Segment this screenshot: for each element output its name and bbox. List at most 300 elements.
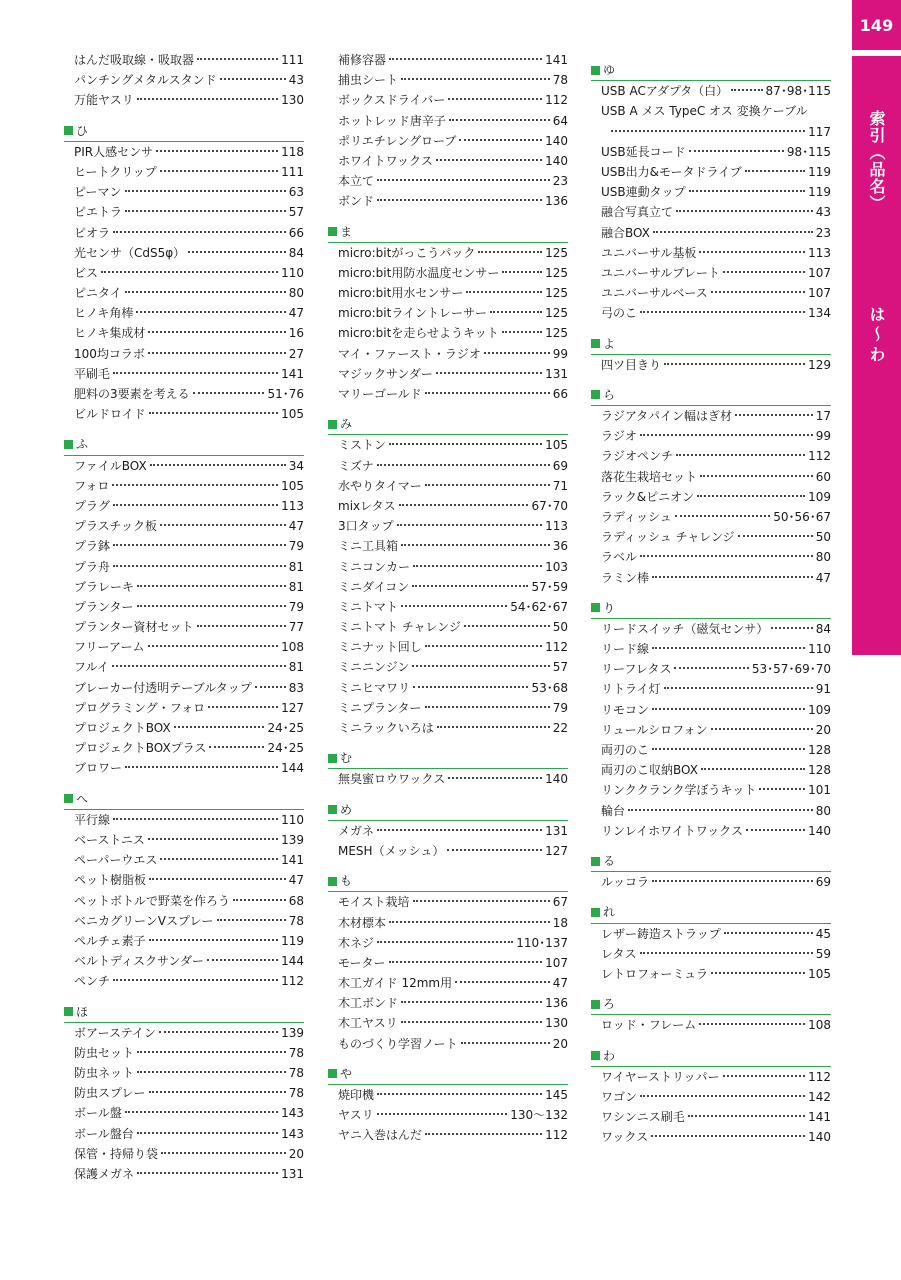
entry-page: 125 — [545, 286, 568, 301]
leader-dots — [149, 1091, 286, 1093]
index-entry — [591, 1127, 831, 1147]
entry-name: レザー鋳造ストラップ — [601, 926, 721, 941]
leader-dots — [401, 605, 507, 607]
leader-dots — [664, 687, 813, 689]
leader-dots — [699, 251, 805, 253]
entry-page: 119 — [808, 185, 831, 200]
entry-name: USB A メス TypeC オス 変換ケーブル — [601, 104, 808, 119]
entry-name: ペットボトルで野菜を作ろう — [74, 893, 231, 908]
index-entry — [591, 679, 831, 699]
section-marker-icon — [64, 126, 73, 135]
index-entry — [64, 536, 304, 556]
section-marker-icon — [64, 1007, 73, 1016]
index-entry — [591, 619, 831, 639]
entry-name: ユニバーサルプレート — [601, 265, 720, 280]
entry-name: ピーマン — [74, 185, 122, 200]
index-entry — [64, 202, 304, 222]
entry-page: 140 — [545, 133, 568, 148]
leader-dots — [377, 199, 542, 201]
entry-name: USB連動タップ — [601, 185, 686, 200]
leader-dots — [220, 78, 286, 80]
entry-page: 78 — [288, 1086, 304, 1101]
leader-dots — [397, 524, 542, 526]
leader-dots — [150, 464, 286, 466]
entry-name: プラスチック板 — [74, 519, 158, 534]
section-label: へ — [76, 791, 89, 806]
index-entry — [64, 476, 304, 496]
entry-name: 落花生栽培セット — [601, 469, 698, 484]
entry-name: メガネ — [338, 823, 375, 838]
entry-page: 141 — [281, 853, 304, 868]
entry-page: 84 — [815, 621, 831, 636]
leader-dots — [689, 150, 784, 152]
section-label: ら — [603, 387, 616, 402]
index-entry — [64, 557, 304, 577]
index-entry — [328, 678, 568, 698]
entry-page: 78 — [288, 913, 304, 928]
index-entry — [328, 973, 568, 993]
entry-name: ファイルBOX — [74, 458, 147, 473]
leader-dots — [149, 939, 278, 941]
entry-page: 78 — [288, 1045, 304, 1060]
entry-name: 防虫セット — [74, 1045, 135, 1060]
section-header — [64, 1001, 304, 1022]
index-entry — [328, 303, 568, 323]
entry-page: 47 — [288, 519, 304, 534]
entry-name: ペンチ — [74, 974, 111, 989]
section-header — [64, 789, 304, 810]
section-header — [64, 434, 304, 455]
index-entry — [591, 720, 831, 740]
section-label: や — [340, 1066, 353, 1081]
entry-page: 18 — [552, 915, 568, 930]
entry-page: 99 — [552, 346, 568, 361]
entry-name: リード線 — [601, 642, 650, 657]
leader-dots — [401, 78, 550, 80]
index-entry — [591, 81, 831, 101]
entry-page: 51･76 — [267, 387, 304, 401]
entry-page: 50 — [552, 620, 568, 635]
entry-page: 113 — [808, 245, 831, 260]
entry-name: プラ舟 — [74, 559, 111, 574]
index-entry — [591, 467, 831, 487]
index-entry — [591, 202, 831, 222]
leader-dots — [413, 686, 528, 688]
entry-page: 67･70 — [531, 498, 568, 513]
entry-name: 平刷毛 — [74, 366, 111, 381]
index-entry — [328, 90, 568, 110]
entry-page: 131 — [545, 366, 568, 381]
leader-dots — [401, 1021, 542, 1023]
leader-dots — [377, 1093, 542, 1095]
index-entry — [328, 993, 568, 1013]
entry-page: 112 — [808, 1069, 831, 1084]
index-entry — [64, 303, 304, 323]
index-entry — [591, 872, 831, 892]
entry-page: 105 — [281, 407, 304, 422]
leader-dots — [113, 565, 286, 567]
leader-dots — [464, 625, 550, 627]
entry-name: 光センサ（CdS5φ） — [74, 245, 186, 260]
leader-dots — [401, 1001, 542, 1003]
entry-page: 63 — [288, 185, 304, 200]
entry-name: 本立て — [338, 174, 375, 189]
leader-dots — [437, 726, 550, 728]
entry-name: 両刃のこ収納BOX — [601, 763, 698, 778]
entry-page: 57 — [552, 660, 568, 675]
entry-page: 127 — [281, 700, 304, 715]
entry-name: ミズナ — [338, 458, 374, 473]
index-entry — [64, 243, 304, 263]
entry-page: 53･57･69･70 — [751, 662, 831, 677]
entry-page: 77 — [288, 620, 304, 635]
entry-name: ミニトマト チャレンジ — [338, 620, 461, 635]
leader-dots — [502, 331, 542, 333]
leader-dots — [161, 1152, 286, 1154]
entry-page: 143 — [281, 1106, 304, 1121]
leader-dots — [746, 829, 805, 831]
entry-page: 141 — [281, 366, 304, 381]
entry-page: 24･25 — [267, 721, 304, 735]
entry-page: 57 — [288, 205, 304, 220]
entry-name: ベルトディスクサンダー — [74, 954, 204, 969]
index-entry — [328, 131, 568, 151]
entry-name: ホワイトワックス — [338, 153, 433, 168]
leader-dots — [449, 119, 550, 121]
entry-page: 64 — [552, 113, 568, 128]
leader-dots — [425, 645, 542, 647]
index-entry — [64, 496, 304, 516]
entry-name: 万能ヤスリ — [74, 93, 134, 108]
leader-dots — [675, 515, 770, 517]
entry-name: リモコン — [601, 702, 650, 717]
entry-name: 輪台 — [601, 803, 626, 818]
leader-dots — [652, 708, 805, 710]
leader-dots — [738, 535, 813, 537]
leader-dots — [459, 139, 542, 141]
entry-name: プラ鉢 — [74, 539, 111, 554]
entry-name: USB ACアダプタ（白） — [601, 84, 729, 99]
entry-name: ミニコンカー — [338, 559, 411, 574]
entry-name: mixレタス — [338, 498, 396, 513]
section-label: ほ — [76, 1004, 89, 1019]
entry-name: 100均コラボ — [74, 346, 145, 361]
index-entry — [591, 182, 831, 202]
leader-dots — [389, 921, 550, 923]
index-entry — [328, 435, 568, 455]
entry-page: 125 — [545, 326, 568, 341]
leader-dots — [156, 150, 278, 152]
entry-name: ワゴン — [601, 1089, 638, 1104]
leader-dots — [217, 919, 286, 921]
entry-name: ロッド・フレーム — [601, 1018, 697, 1033]
entry-name: ホットレッド唐辛子 — [338, 113, 446, 128]
leader-dots — [137, 1132, 278, 1134]
entry-page: 140 — [545, 153, 568, 168]
leader-dots — [412, 665, 549, 667]
index-entry — [64, 637, 304, 657]
leader-dots — [425, 392, 550, 394]
leader-dots — [125, 1111, 278, 1113]
entry-page: 131 — [281, 1166, 304, 1181]
entry-page: 17 — [815, 409, 831, 423]
index-entry — [64, 738, 304, 758]
index-entry — [591, 760, 831, 780]
index-entry — [328, 557, 568, 577]
side-tab — [852, 0, 901, 655]
entry-page: 20 — [288, 1146, 304, 1161]
section-label: ま — [340, 224, 353, 239]
entry-page: 79 — [288, 599, 304, 614]
leader-dots — [652, 647, 805, 649]
index-entry — [591, 446, 831, 466]
entry-page: 131 — [545, 823, 568, 838]
leader-dots — [700, 475, 813, 477]
entry-page: 110･137 — [516, 935, 568, 950]
leader-dots — [640, 1095, 805, 1097]
entry-name: 両刃のこ — [601, 743, 650, 757]
entry-page: 108 — [808, 1018, 831, 1033]
entry-name: 保管・持帰り袋 — [74, 1146, 159, 1161]
entry-page: 22 — [552, 721, 568, 735]
entry-page: 80 — [815, 803, 831, 818]
index-entry — [591, 142, 831, 162]
index-entry — [64, 718, 304, 738]
leader-dots — [193, 392, 265, 394]
leader-dots — [652, 576, 813, 578]
leader-dots — [401, 544, 550, 546]
entry-page: 111 — [281, 164, 304, 179]
entry-page: 69 — [815, 875, 831, 890]
index-entry — [328, 344, 568, 364]
section-marker-icon — [591, 390, 600, 399]
entry-name: 無臭蜜ロウワックス — [338, 772, 446, 787]
entry-page: 119 — [281, 933, 304, 948]
leader-dots — [159, 1031, 278, 1033]
leader-dots — [377, 941, 513, 943]
index-entry — [64, 678, 304, 698]
leader-dots — [724, 932, 813, 934]
leader-dots — [137, 1071, 286, 1073]
index-entry — [64, 657, 304, 677]
leader-dots — [377, 829, 542, 831]
entry-page: 50 — [815, 530, 831, 545]
leader-dots — [711, 972, 805, 974]
entry-name: ピエトラ — [74, 205, 123, 220]
leader-dots — [448, 777, 542, 779]
entry-name: ユニバーサル基板 — [601, 245, 697, 260]
index-entry — [64, 223, 304, 243]
entry-page: 129 — [808, 357, 831, 372]
section-label: も — [340, 874, 353, 889]
index-entry — [591, 964, 831, 984]
index-entry — [328, 364, 568, 384]
entry-name: フルイ — [74, 660, 109, 675]
entry-name: ミニラックいろは — [338, 721, 434, 735]
index-tab-title: 索引（品名） — [867, 110, 886, 212]
index-entry — [328, 698, 568, 718]
leader-dots — [771, 627, 812, 629]
entry-name: ピニタイ — [74, 286, 122, 301]
index-entry — [64, 344, 304, 364]
index-entry — [591, 355, 831, 375]
entry-name: ヤスリ — [338, 1108, 374, 1123]
index-entry — [328, 1125, 568, 1145]
entry-name: 融合写真立て — [601, 205, 674, 220]
entry-page: 47 — [815, 570, 831, 585]
leader-dots — [148, 352, 286, 354]
leader-dots — [689, 190, 805, 192]
entry-page: 27 — [288, 346, 304, 361]
index-entry — [328, 384, 568, 404]
entry-name: micro:bit用防水温度センサー — [338, 265, 500, 280]
index-entry — [591, 1087, 831, 1107]
index-entry — [591, 263, 831, 283]
entry-name: ポリエチレングローブ — [338, 133, 457, 148]
entry-name: MESH（メッシュ） — [338, 843, 445, 858]
index-entry — [328, 476, 568, 496]
index-entry — [64, 1043, 304, 1063]
entry-page: 20 — [815, 722, 831, 737]
index-entry — [64, 283, 304, 303]
entry-name: ラジアタパイン幅はぎ材 — [601, 409, 733, 423]
index-entry — [328, 1013, 568, 1033]
section-label: ゆ — [603, 63, 616, 78]
index-entry — [328, 821, 568, 841]
index-entry — [328, 70, 568, 90]
entry-page: 141 — [808, 1110, 831, 1124]
leader-dots — [113, 504, 278, 506]
entry-page: 109 — [808, 489, 831, 504]
index-entry — [64, 1083, 304, 1103]
section-marker-icon — [591, 857, 600, 866]
leader-dots — [125, 210, 286, 212]
index-entry — [64, 70, 304, 90]
entry-name: プラグ — [74, 498, 111, 513]
section-header — [591, 1045, 831, 1066]
index-entry — [328, 617, 568, 637]
leader-dots — [697, 495, 805, 497]
entry-name: マリーゴールド — [338, 387, 422, 401]
index-entry — [64, 617, 304, 637]
index-entry — [64, 850, 304, 870]
entry-page: 113 — [545, 519, 568, 534]
index-tab — [852, 56, 901, 655]
leader-dots — [148, 331, 285, 333]
entry-page: 107 — [808, 286, 831, 301]
index-entry — [591, 547, 831, 567]
entry-name: 四ツ目きり — [601, 357, 662, 372]
entry-name: マジックサンダー — [338, 366, 433, 381]
index-entry — [64, 870, 304, 890]
entry-page: 47 — [552, 976, 568, 991]
entry-page: 81 — [288, 660, 304, 675]
leader-dots — [112, 665, 286, 667]
entry-name: ラミン棒 — [601, 570, 650, 585]
index-entry — [591, 283, 831, 303]
entry-page: 99 — [815, 429, 831, 444]
section-header — [591, 60, 831, 81]
section-header — [328, 748, 568, 769]
entry-page: 130 — [545, 1016, 568, 1031]
entry-name: ミニ工具箱 — [338, 539, 399, 554]
entry-name: ヒートクリップ — [74, 164, 157, 179]
section-marker-icon — [328, 227, 337, 236]
entry-name: USB出力&モータドライブ — [601, 164, 742, 179]
leader-dots — [425, 484, 550, 486]
entry-name: マイ・ファースト・ラジオ — [338, 346, 481, 361]
entry-page: 43 — [288, 73, 304, 88]
leader-dots — [136, 311, 285, 313]
entry-name: ラック&ピニオン — [601, 489, 695, 504]
entry-page: 110 — [281, 265, 304, 280]
index-entry — [64, 951, 304, 971]
entry-name: ボンド — [338, 194, 375, 209]
leader-dots — [209, 746, 264, 748]
leader-dots — [664, 363, 805, 365]
entry-page: 87･98･115 — [765, 84, 831, 99]
entry-page: 71 — [552, 478, 568, 493]
section-header — [64, 121, 304, 142]
section-label: め — [340, 802, 353, 817]
entry-page: 130 — [281, 93, 304, 108]
entry-name: micro:bitを走らせようキット — [338, 326, 499, 341]
entry-page: 117 — [808, 124, 831, 139]
entry-name: ミニトマト — [338, 599, 399, 614]
entry-name: 木工ヤスリ — [338, 1016, 398, 1031]
section-header — [591, 851, 831, 872]
entry-name: 木工ボンド — [338, 996, 399, 1011]
index-entry — [328, 1085, 568, 1105]
entry-page: 83 — [288, 680, 304, 695]
index-entry — [64, 364, 304, 384]
entry-page: 112 — [808, 449, 831, 464]
entry-name: ペーパーウエス — [74, 853, 158, 868]
leader-dots — [652, 880, 813, 882]
page-number: 149 — [852, 0, 901, 50]
section-header — [328, 414, 568, 435]
index-entry — [64, 263, 304, 283]
entry-name: ものづくり学習ノート — [338, 1036, 458, 1051]
index-entry — [64, 1144, 304, 1164]
section-label: よ — [603, 336, 616, 351]
leader-dots — [255, 686, 286, 688]
leader-dots — [377, 464, 550, 466]
entry-name: モーター — [338, 955, 386, 970]
index-entry — [64, 810, 304, 830]
entry-page: 105 — [281, 478, 304, 493]
entry-name: リンククランク学ぼうキット — [601, 783, 757, 798]
entry-name: モイスト栽培 — [338, 895, 410, 910]
section-marker-icon — [64, 794, 73, 803]
index-entry — [591, 639, 831, 659]
index-entry — [64, 971, 304, 991]
entry-page: 47 — [288, 306, 304, 321]
section-label: ふ — [76, 437, 89, 452]
entry-name: ビルドロイド — [74, 407, 146, 422]
index-entry — [64, 1023, 304, 1043]
entry-page: 69 — [552, 458, 568, 473]
section-label: ひ — [76, 123, 89, 138]
leader-dots — [455, 981, 550, 983]
entry-page: 105 — [808, 966, 831, 981]
entry-page: 20 — [552, 1036, 568, 1051]
entry-page: 130〜132 — [510, 1108, 568, 1123]
leader-dots — [413, 565, 542, 567]
entry-name: ワイヤーストリッパー — [601, 1069, 720, 1084]
index-entry — [64, 758, 304, 778]
section-marker-icon — [328, 1069, 337, 1078]
